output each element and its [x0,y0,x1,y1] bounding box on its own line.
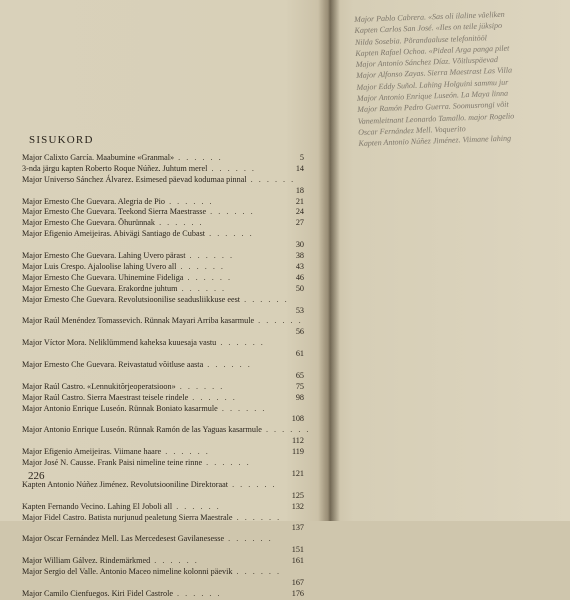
toc-entry-page: 176 [291,588,304,598]
toc-entry-title: Major Oscar Fernández Mell. Las Mercedesest Gavilanesesse [22,534,225,544]
toc-entry-title: Major Ernesto Che Guevara. Revolutsioonilise seadusliikkuse eest [22,294,241,304]
toc-entry [22,404,304,426]
toc-leader-dots: . . . . . . [240,294,289,304]
toc-entry-title: Major Antonio Enrique Luseón. Rünnak Boniato kasarmule [22,403,218,413]
toc-entry [22,458,304,480]
book-gutter [318,0,340,521]
toc-leader-dots: . . . . . . [165,196,214,206]
toc-entry-title: Major Universo Sánchez Álvarez. Esimesed päevad kodumaa pinnal [22,174,247,184]
toc-entry-title: Major Sergio del Valle. Antonio Maceo nimeline kolonni päevik [22,567,233,577]
toc-leader-dots: . . . . . . [177,283,227,293]
toc-entry-page: 119 [292,447,304,457]
right-page-line: Kapten Antonio Núñez Jiménez. Viimane lahing [358,133,512,149]
toc-entry-title: Major Efigenio Ameijeiras. Viimane haare [22,447,162,457]
toc-entry [22,480,304,502]
toc-entry [22,284,304,295]
toc-entry-title: Major Ernesto Che Guevara. Lahing Uvero pärast [22,251,186,261]
toc-leader-dots: . . . . . . [172,501,221,511]
toc-entry-title: Major Camilo Cienfuegos. Kiri Fidel Castrole [22,588,173,598]
toc-entry-page: 5 [299,152,304,162]
toc-entry [22,197,304,208]
toc-entry [22,164,304,175]
toc-entry-title: Major Fidel Castro. Batista nurjunud pealetung Sierra Maestrale [22,512,233,522]
toc-entry [22,295,304,317]
toc-entry-page: 132 [291,501,304,511]
toc-entry-title: 3-nda järgu kapten Roberto Roque Núñez. Juhtum merel [22,163,208,173]
toc-entry-page: 161 [291,556,304,566]
toc-entry-page: 56 [295,327,304,337]
toc-entry-page: 112 [292,436,304,446]
right-page-line: Kapten Carlos San José. «Iles on teile jüksipo [354,21,503,36]
toc-entry-title: Kapten Fernando Vecino. Lahing El Joboli all [22,501,173,511]
toc-entry-page: 61 [295,349,304,359]
toc-leader-dots: . . . . . . [205,229,254,239]
toc-leader-dots: . . . . . . [175,381,225,391]
toc-entry-title: Major William Gálvez. Rindemärkmed [22,556,151,566]
toc-entry-title: Major Víctor Mora. Neliklümmend kaheksa kuuesaja vastu [22,338,217,348]
toc-entry-page: 43 [295,261,304,271]
right-page [340,0,570,521]
toc-entry [22,175,304,197]
right-page-line: Major Antonio Sánchez Díaz. Võitluspäevad [355,55,499,70]
toc-leader-dots: . . . . . . [161,447,210,457]
toc-entry [22,567,304,589]
toc-leader-dots: . . . . . . [174,153,223,162]
toc-entry [22,153,304,164]
toc-leader-dots: . . . . . . [185,251,235,261]
toc-entry-page: 38 [295,251,304,261]
right-page-line: Vanemleitnant Leonardo Tamallo. major Rogelio [357,111,515,126]
toc-leader-dots: . . . . . . [206,207,255,217]
toc-entry [22,360,304,382]
toc-entry [22,338,304,360]
toc-entry [22,589,304,600]
toc-entry [22,273,304,284]
right-page-line: Major Alfonso Zayas. Sierra Maestrast Las Villa [356,66,513,81]
toc-entry [22,502,304,513]
toc-entry [22,382,304,393]
toc-leader-dots: . . . . . . [173,588,222,598]
toc-entry-page: 27 [295,218,304,228]
toc-entry-page: 121 [291,468,304,478]
toc-entry-title: Major Antonio Enrique Luseón. Rünnak Ramón de las Yaguas kasarmule [22,425,262,435]
toc-leader-dots: . . . . . . [203,360,252,369]
toc-leader-dots: . . . . . . [188,392,237,402]
toc-list [22,152,311,600]
toc-leader-dots: . . . . . . [183,272,232,282]
toc-entry-page: 24 [295,207,304,217]
right-page-lines [354,9,515,150]
toc-entry [22,316,304,338]
toc-entry [22,251,304,262]
right-page-line: Nilda Sosebia. Põrandaaluse telefonitööl [354,32,488,47]
toc-entry-page: 21 [295,196,304,206]
toc-entry-title: Kapten Antonio Núñez Jiménez. Revolutsiooniline Direktoraat [22,479,229,489]
toc-entry-page: 65 [295,370,304,380]
toc-leader-dots: . . . . . . [254,316,303,326]
right-page-line: Major Antonio Enrique Luseón. La Maya linna [356,88,509,104]
toc-leader-dots: . . . . . . [261,425,311,435]
toc-entry [22,229,304,251]
toc-entry-title: Major Efigenio Ameijeiras. Abivägi Santiago de Cubast [22,229,206,239]
toc-leader-dots: . . . . . . [202,458,251,468]
toc-entry-page: 53 [295,305,304,315]
toc-entry-title: Major Calixto García. Maabumine «Granmal» [22,153,175,162]
toc-leader-dots: . . . . . . [155,218,204,228]
toc-leader-dots: . . . . . . [176,261,225,271]
toc-entry-page: 75 [295,381,304,391]
toc-entry [22,262,304,273]
toc-leader-dots: . . . . . . [232,512,282,522]
toc-entry-title: Major Ernesto Che Guevara. Reivastatud võitluse aasta [22,360,204,369]
right-page-line: Major Ramón Pedro Guerra. Soomusrongi võit [357,100,509,115]
toc-entry-title: Major Ernesto Che Guevara. Uhinemine Fideliga [22,272,184,282]
toc-leader-dots: . . . . . . [150,556,199,566]
toc-leader-dots: . . . . . . [228,479,277,489]
toc-entry-page: 50 [295,283,304,293]
toc-entry-page: 167 [291,577,304,587]
toc-entry [22,393,304,404]
toc-entry-title: Major José N. Causse. Frank Paisi nimeline teine rinne [22,458,203,468]
toc-entry-page: 18 [295,185,304,195]
toc-entry-title: Major Luis Crespo. Ajaloolise lahing Uvero all [22,261,177,271]
toc-entry-title: Major Ernesto Che Guevara. Erakordne juhtum [22,283,178,293]
right-page-line: Oscar Fernández Mell. Voquerito [357,124,466,137]
toc-entry-title: Major Raúl Castro. Sierra Maestrast teisele rindele [22,392,189,402]
right-page-line: Kapten Rafael Ochoa. «Pideal Arga panga pilet [355,43,510,58]
right-page-line: Major Pablo Cabrera. «Sas oli ilaline väeliken [354,9,505,24]
toc-entry-page: 108 [291,414,304,424]
toc-entry-page: 14 [295,163,304,173]
toc-entry [22,534,304,556]
toc-entry [22,218,304,229]
toc-leader-dots: . . . . . . [246,174,296,184]
toc-entry-page: 46 [295,272,304,282]
toc-entry [22,447,304,458]
toc-entry-page: 30 [295,240,304,250]
toc-entry-title: Major Ernesto Che Guevara. Teekond Sierra Maestrasse [22,207,207,217]
toc-leader-dots: . . . . . . [232,567,282,577]
toc-entry [22,425,311,447]
toc-entry [22,556,304,567]
toc-leader-dots: . . . . . . [216,338,265,348]
toc-heading: SISUKORD [29,134,94,146]
toc-leader-dots: . . . . . . [217,403,267,413]
page-number: 226 [28,470,45,482]
toc-entry-title: Major Ernesto Che Guevara. Alegria de Pio [22,196,166,206]
toc-entry-title: Major Raúl Castro. «Lennukitõrjeoperatsioon» [22,381,176,391]
toc-entry-title: Major Raúl Menéndez Tomassevich. Rünnak Mayari Arriba kasarmule [22,316,255,326]
toc-leader-dots: . . . . . . [207,163,256,173]
toc-entry-page: 98 [295,392,304,402]
toc-entry [22,207,304,218]
toc-entry [22,513,304,535]
toc-entry-page: 137 [291,523,304,533]
toc-leader-dots: . . . . . . [224,534,273,544]
toc-entry-page: 125 [291,490,304,500]
toc-entry-title: Major Ernesto Che Guevara. Õhurünnak [22,218,156,228]
toc-entry-page: 151 [291,545,304,555]
right-page-line: Major Eddy Suñol. Lahing Holguini sammu jur [356,77,509,92]
